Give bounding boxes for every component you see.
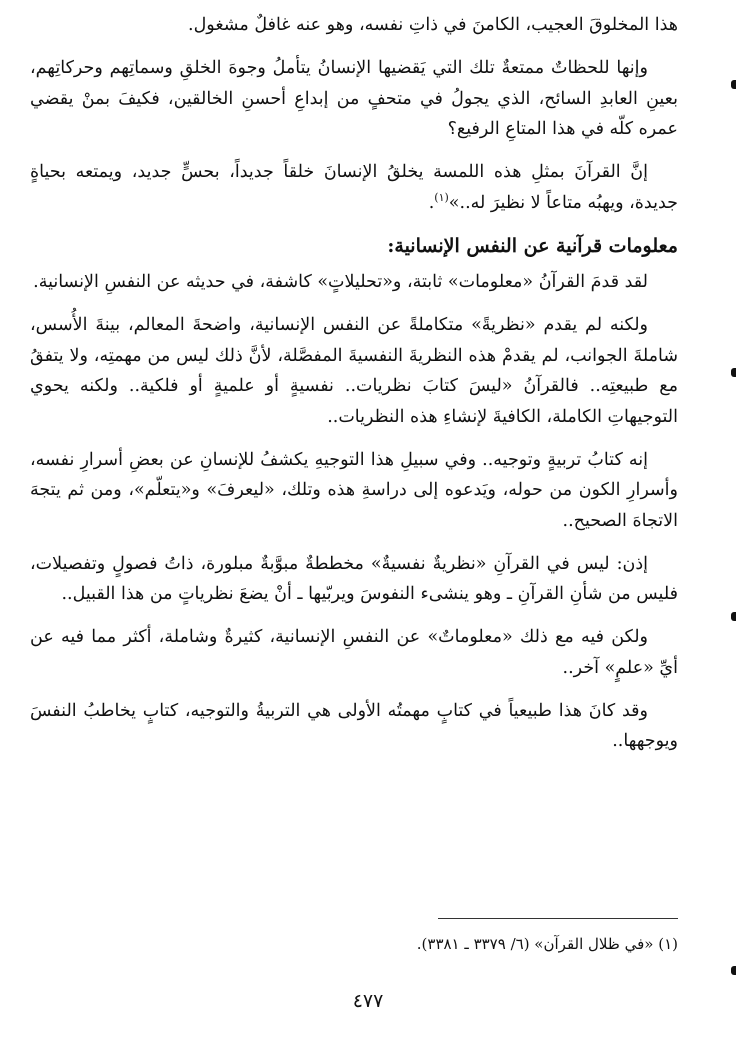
paragraph-text: إنَّ القرآنَ بمثلِ هذه اللمسة يخلقُ الإنسانَ خلقاً جديداً، بحسٍّ جديد، ويمتعه بحياةٍ جديدة، ويهبُه متاعاً لا نظيرَ له..» xyxy=(30,162,678,213)
main-text xyxy=(30,10,678,769)
margin-mark xyxy=(731,80,736,89)
paragraph: إنه كتابُ تربيةٍ وتوجيه.. وفي سبيلِ هذا التوجيهِ يكشفُ للإنسانِ عن بعضِ أسرارِ نفسه، وأسرارِ الكون من حوله، ويَدعوه إلى دراسةِ هذه وتلك، «ليعرفَ» و«يتعلّم»، ومن ثم يتجهَ الاتجاهَ الصحيح.. xyxy=(30,449,678,531)
page-number: ٤٧٧ xyxy=(352,990,384,1012)
footnote: (١) «في ظلال القرآن» (٦/ ٣٣٧٩ ـ ٣٣٨١). xyxy=(416,935,678,953)
paragraph: ولكنه لم يقدم «نظريةً» متكاملةً عن النفس الإنسانية، واضحةَ المعالم، بينةَ الأُسس، شاملةَ الجوانب، لم يقدمْ هذه النظريةَ النفسيةَ المفصَّلة، لأنَّ ذلك ليس من مهمتِه، ولا يتفقُ مع طبيعتِه.. فالقرآنُ «ليسَ كتابَ نظريات.. نفسيةٍ أو علميةٍ أو فلكية.. ولكنه يحوي التوجيهاتِ الكاملة، الكافيةَ لإنشاءِ هذه النظريات.. xyxy=(30,315,678,427)
margin-mark xyxy=(731,612,736,621)
section-heading: معلومات قرآنية عن النفس الإنسانية: xyxy=(387,234,678,257)
paragraph: وقد كانَ هذا طبيعياً في كتابٍ مهمتُه الأولى هي التربيةُ والتوجيه، كتابٍ يخاطبُ النفسَ ويوجهها.. xyxy=(30,700,678,751)
paragraph-continuation: هذا المخلوقَ العجيب، الكامنَ في ذاتِ نفسه، وهو عنه غافلٌ مشغول. xyxy=(188,15,678,35)
margin-mark xyxy=(731,966,736,975)
paragraph: لقد قدمَ القرآنُ «معلومات» ثابتة، و«تحليلاتٍ» كاشفة، في حديثه عن النفسِ الإنسانية. xyxy=(33,272,648,292)
paragraph-with-footnote: إنَّ القرآنَ بمثلِ هذه اللمسة يخلقُ الإنسانَ خلقاً جديداً، بحسٍّ جديد، ويمتعه بحياةٍ جديدة، ويهبُه متاعاً لا نظيرَ له..»$^{(١)}$. xyxy=(30,162,678,213)
footnote-reference[interactable]: (١) xyxy=(434,190,449,204)
paragraph: ولكن فيه مع ذلك «معلوماتٌ» عن النفسِ الإنسانية، كثيرةٌ وشاملة، أكثر مما فيه عن أيِّ «علمٍ» آخر.. xyxy=(30,627,678,678)
margin-mark xyxy=(731,368,736,377)
paragraph: وإنها للحظاتٌ ممتعةٌ تلك التي يَقضيها الإنسانُ يتأملُ وجوهَ الخلقِ وسماتِهم وحركاتِهم، بعينِ العابدِ السائح، الذي يجولُ في متحفٍ من إبداعِ أحسنِ الخالقين، فكيفَ بمنْ يقضي عمره كلّه في هذا المتاعِ الرفيع؟ xyxy=(30,58,678,139)
footnote-divider xyxy=(438,918,678,919)
paragraph: إذن: ليس في القرآنِ «نظريةٌ نفسيةٌ» مخططةٌ مبوَّبةٌ مبلورة، ذاتُ فصولٍ وتفصيلات، فليس من شأنِ القرآنِ ـ وهو ينشىء النفوسَ ويربّيها ـ أنْ يضعَ نظرياتٍ من هذا القبيل.. xyxy=(30,553,678,604)
